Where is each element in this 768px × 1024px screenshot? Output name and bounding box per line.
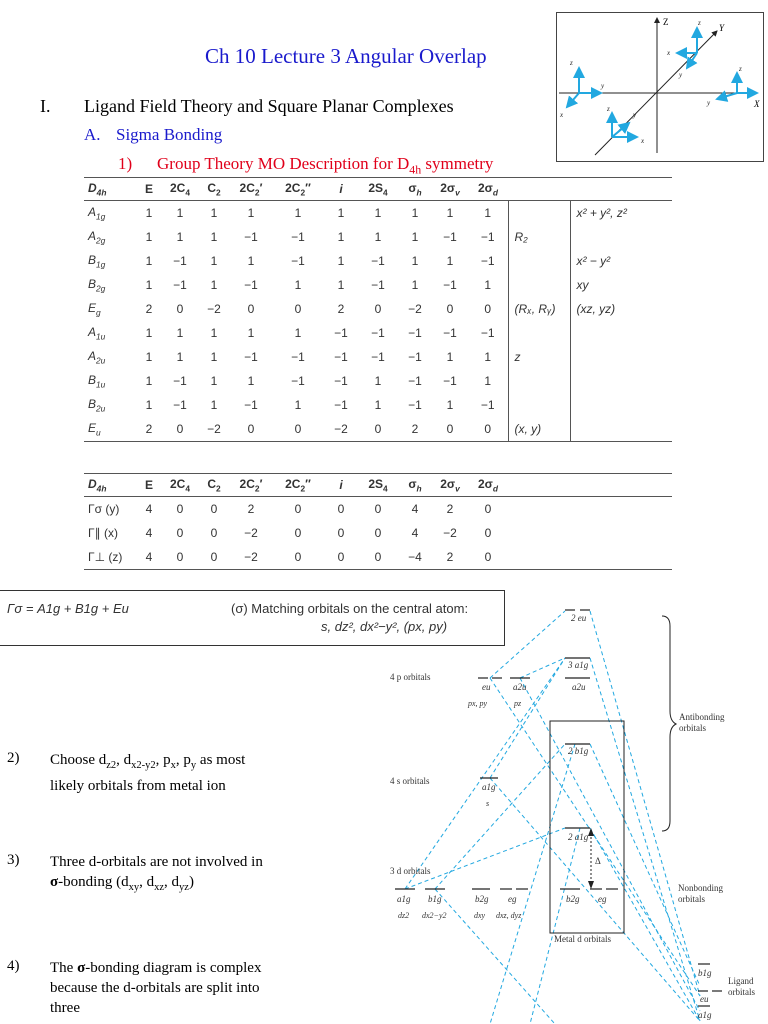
inset-y3: y (707, 99, 711, 107)
table1-row (84, 297, 672, 321)
character-cell: −1 (480, 230, 495, 244)
quadratic-cell (570, 321, 672, 345)
character-cell: 2 (446, 502, 454, 516)
character-cell: 0 (484, 526, 492, 540)
character-cell: 1 (374, 398, 382, 412)
table1-row (84, 417, 672, 442)
label-nonbonding-2: orbitals (678, 894, 705, 904)
inset-y2: y (679, 71, 683, 79)
table2-row (84, 545, 672, 570)
sub-s: s (486, 799, 490, 808)
character-cell: 1 (411, 254, 419, 268)
character-cell: −1 (334, 374, 348, 388)
character-cell: 1 (210, 254, 218, 268)
character-cell: 0 (358, 545, 398, 570)
character-cell: 1 (176, 230, 184, 244)
character-cell: 1 (411, 230, 419, 244)
matching-orbitals-line1: (σ) Matching orbitals on the central atom: (231, 601, 469, 616)
character-cell: 1 (145, 230, 153, 244)
table2-row (84, 497, 672, 522)
outline-1: 1) (118, 154, 133, 173)
character-cell: 1 (484, 278, 492, 292)
character-cell: 1 (145, 350, 153, 364)
label-nonbonding-1: Nonbonding (678, 883, 723, 893)
antibonding-brace (662, 616, 676, 831)
point-2-num: 2) (7, 750, 20, 766)
character-cell: −1 (291, 374, 305, 388)
character-cell: 1 (247, 254, 255, 268)
character-cell: 0 (162, 545, 198, 570)
label-ligand-2: orbitals (728, 987, 755, 997)
quadratic-cell (570, 417, 672, 442)
character-cell: 0 (468, 417, 508, 442)
op-2C2p: $2C_2'$ (230, 178, 272, 201)
character-cell: 1 (145, 326, 153, 340)
character-cell: −1 (244, 230, 258, 244)
level-eu-p: eu (482, 682, 491, 692)
table1-row (84, 393, 672, 417)
point-4-text: The σ-bonding diagram is complex because the d-orbitals are split into three (50, 960, 262, 1016)
character-cell: −1 (244, 350, 258, 364)
character-cell: 4 (411, 526, 419, 540)
character-cell: 0 (337, 502, 345, 516)
character-cell: 0 (247, 302, 255, 316)
character-cell: −1 (334, 326, 348, 340)
character-cell: 1 (247, 374, 255, 388)
irrep-label: $A_{2u}$ (88, 348, 106, 366)
character-cell: 1 (294, 206, 302, 220)
table1-row (84, 201, 672, 226)
character-cell: 0 (162, 417, 198, 442)
mo-energy-diagram (380, 596, 768, 1024)
character-cell: 2 (247, 502, 255, 516)
table1-header (84, 178, 672, 201)
character-cell: 1 (294, 326, 302, 340)
table1-row (84, 249, 672, 273)
character-cell: 4 (145, 526, 153, 540)
page-title: Ch 10 Lecture 3 Angular Overlap (205, 44, 487, 68)
label-4s-orbitals: 4 s orbitals (390, 776, 430, 786)
op-2sigmad: $2\sigma_d$ (468, 178, 508, 201)
quadratic-cell: x² + y², z² (570, 201, 672, 226)
character-cell: −1 (408, 398, 422, 412)
character-cell: 1 (145, 374, 153, 388)
correlation-lines (405, 611, 700, 1024)
op-E: E (136, 178, 162, 201)
level-a2u-ab: a2u (572, 682, 586, 692)
character-cell: −1 (443, 278, 457, 292)
quadratic-cell (570, 345, 672, 369)
character-cell: −1 (408, 350, 422, 364)
character-cell: 0 (337, 526, 345, 540)
character-cell: 1 (484, 206, 492, 220)
table1-row (84, 321, 672, 345)
level-2a1g: 2 a1g (568, 832, 589, 842)
inset-x2: x (667, 49, 671, 57)
character-cell: 1 (294, 398, 302, 412)
irrep-label: $E_u$ (84, 417, 136, 442)
axis-X-label: X (754, 99, 760, 109)
character-cell: 1 (145, 278, 153, 292)
character-cell: 1 (446, 254, 454, 268)
inset-z2: z (698, 19, 701, 27)
quadratic-cell: (xz, yz) (570, 297, 672, 321)
inset-y4: y (633, 111, 637, 119)
quadratic-cell (570, 369, 672, 393)
level-eg-nb: eg (598, 894, 607, 904)
level-a1g-ligand: a1g (698, 1010, 712, 1020)
character-cell: 1 (210, 278, 218, 292)
character-cell: 0 (210, 502, 218, 516)
outline-I (40, 96, 51, 117)
outline-A: A. (84, 125, 101, 144)
character-cell: 1 (247, 326, 255, 340)
label-antibonding-1: Antibonding (679, 712, 725, 722)
linear-rotation-cell (508, 201, 570, 226)
character-cell: −1 (408, 326, 422, 340)
label-metal-d-orbitals: Metal d orbitals (554, 934, 611, 944)
label-ligand-1: Ligand (728, 976, 754, 986)
character-cell: −1 (371, 278, 385, 292)
sub-dxy: dxy (474, 911, 486, 920)
delta-label: Δ (595, 856, 601, 866)
character-cell: 1 (337, 230, 345, 244)
reducible-representation-table (84, 473, 672, 570)
quadratic-cell (570, 225, 672, 249)
level-3a1g: 3 a1g (568, 660, 589, 670)
character-cell: −1 (408, 374, 422, 388)
op-2C2pp: $2C_2''$ (272, 178, 324, 201)
energy-levels (395, 610, 722, 1006)
table1-row (84, 345, 672, 369)
character-cell: 2 (145, 302, 153, 316)
character-cell: −2 (198, 417, 230, 442)
character-cell: 0 (484, 502, 492, 516)
label-4p-orbitals: 4 p orbitals (390, 672, 431, 682)
character-cell: 0 (176, 526, 184, 540)
character-cell: 4 (145, 502, 153, 516)
character-cell: 1 (337, 206, 345, 220)
op-i: i (324, 178, 358, 201)
character-cell: −1 (244, 398, 258, 412)
heading-1: Group Theory MO Description for $D_{4h}$ symmetry (157, 154, 494, 177)
level-b2g-d: b2g (475, 894, 489, 904)
group-symbol: $D_{4h}$ (84, 178, 136, 201)
table2-row (84, 521, 672, 545)
level-2b1g: 2 b1g (568, 746, 589, 756)
character-cell: −1 (371, 254, 385, 268)
heading-A: Sigma Bonding (116, 125, 223, 144)
level-b1g-d: b1g (428, 894, 442, 904)
linear-rotation-cell (508, 249, 570, 273)
linear-rotation-cell (508, 393, 570, 417)
character-cell: 1 (210, 326, 218, 340)
point-2-text: Choose $d_{z2}$, $d_{x2-y2}$, $p_x$, $p_y$ as most likely orbitals from metal ion (50, 752, 246, 794)
character-cell: 0 (358, 417, 398, 442)
op-2sigmav: $2\sigma_v$ (432, 178, 468, 201)
character-cell: 1 (446, 206, 454, 220)
inset-x4: x (641, 137, 645, 145)
level-2eu: 2 eu (571, 613, 587, 623)
linear-rotation-cell: (Rₓ, Rᵧ) (508, 297, 570, 321)
axes-inset (556, 12, 764, 162)
character-cell: 0 (324, 545, 358, 570)
character-cell: 0 (198, 545, 230, 570)
table1-row (84, 273, 672, 297)
outline-num-I: I. (40, 96, 51, 116)
reducible-label: Γ⊥ (z) (84, 545, 136, 570)
quadratic-cell: xy (570, 273, 672, 297)
character-cell: −1 (334, 398, 348, 412)
character-cell: 1 (210, 374, 218, 388)
irrep-label: $B_{1u}$ (88, 372, 106, 390)
character-cell: 0 (294, 502, 302, 516)
character-cell: 1 (176, 350, 184, 364)
irrep-label: $B_{2g}$ (88, 276, 106, 294)
character-cell: 0 (468, 545, 508, 570)
character-cell: −4 (398, 545, 432, 570)
irrep-label: $A_{1g}$ (88, 204, 106, 222)
character-cell: 0 (176, 302, 184, 316)
matching-orbitals-line2: s, dz², dx²−y², (px, py) (321, 619, 448, 634)
character-cell: −1 (173, 254, 187, 268)
sub-px-py: px, py (468, 699, 488, 708)
character-cell: 4 (136, 545, 162, 570)
coordinate-axes-figure (557, 13, 763, 161)
character-cell: 0 (294, 302, 302, 316)
irrep-label: $B_{2u}$ (88, 396, 106, 414)
character-cell: −1 (371, 326, 385, 340)
sub-dx2-y2: dx2−y2 (422, 911, 447, 920)
character-cell: 1 (374, 374, 382, 388)
character-cell: 0 (446, 302, 454, 316)
character-cell: −1 (443, 374, 457, 388)
label-3d-orbitals: 3 d orbitals (390, 866, 431, 876)
irrep-label: $A_{1u}$ (88, 324, 106, 342)
character-cell: 4 (411, 502, 419, 516)
character-cell: 1 (446, 398, 454, 412)
sub-pz: pz (514, 699, 522, 708)
character-cell: 0 (294, 526, 302, 540)
gamma-sigma-equation: Γσ = A1g + B1g + Eu (7, 601, 129, 616)
quadratic-cell: x² − y² (570, 249, 672, 273)
irrep-label: $B_{1g}$ (88, 252, 106, 270)
reducible-label: Γσ (y) (88, 502, 120, 516)
inset-z3: z (739, 65, 742, 73)
table1-body (84, 201, 672, 442)
character-cell: 1 (446, 350, 454, 364)
character-cell: −1 (443, 326, 457, 340)
inset-z4: z (607, 105, 610, 113)
table2-header: $D_{4h}$ E $2C_4$ $C_2$ $2C_2'$ $2C_2''$ i $2S_4$ $\sigma_h$ $2\sigma_v$ $2\sigma_d$ (84, 474, 672, 497)
point-3-text: Three d-orbitals are not involved in σ-bonding ($d_{xy}$, $d_{xz}$, $d_{yz}$) (50, 854, 263, 893)
character-cell: 1 (294, 278, 302, 292)
character-cell: 1 (210, 206, 218, 220)
character-cell: −1 (480, 398, 495, 412)
linear-rotation-cell: (x, y) (508, 417, 570, 442)
sub-dz2: dz2 (398, 911, 410, 920)
level-a1g-d: a1g (397, 894, 411, 904)
op-2S4: $2S_4$ (358, 178, 398, 201)
level-b2g-nb: b2g (566, 894, 580, 904)
character-cell: 1 (210, 398, 218, 412)
character-cell: 0 (374, 526, 382, 540)
inset-z1: z (570, 59, 573, 67)
character-cell: 0 (176, 502, 184, 516)
character-cell: 1 (145, 206, 153, 220)
character-cell: 1 (411, 278, 419, 292)
reducible-label: Γ∥ (x) (88, 526, 118, 540)
point-4-num: 4) (7, 958, 20, 974)
point-3-num: 3) (7, 852, 20, 868)
level-eg-d: eg (508, 894, 517, 904)
character-cell: 1 (145, 398, 153, 412)
character-cell: 1 (247, 206, 255, 220)
character-cell: 2 (432, 545, 468, 570)
level-eu-ligand: eu (700, 994, 709, 1004)
character-cell: 1 (411, 206, 419, 220)
character-cell: −1 (173, 398, 187, 412)
quadratic-cell (570, 393, 672, 417)
character-cell: −2 (230, 545, 272, 570)
table1-row (84, 225, 672, 249)
table2-body (84, 497, 672, 570)
character-cell: 1 (210, 350, 218, 364)
op-C2: $C_2$ (198, 178, 230, 201)
character-cell: 2 (136, 417, 162, 442)
character-cell: 2 (398, 417, 432, 442)
character-cell: 1 (484, 374, 492, 388)
character-cell: 0 (432, 417, 468, 442)
character-table-D4h (84, 177, 672, 442)
character-cell: −1 (443, 230, 457, 244)
character-cell: 1 (374, 206, 382, 220)
character-cell: −2 (244, 526, 258, 540)
label-antibonding-2: orbitals (679, 723, 706, 733)
character-cell: −2 (324, 417, 358, 442)
table1-row (84, 369, 672, 393)
character-cell: −1 (291, 350, 305, 364)
linear-rotation-cell (508, 321, 570, 345)
op-2C4: $2C_4$ (162, 178, 198, 201)
character-cell: 0 (272, 545, 324, 570)
character-cell: −1 (173, 278, 187, 292)
character-cell: −2 (408, 302, 422, 316)
irrep-label: $A_{2g}$ (88, 228, 106, 246)
character-cell: 0 (230, 417, 272, 442)
character-cell: 1 (374, 230, 382, 244)
character-cell: 0 (374, 502, 382, 516)
character-cell: 1 (337, 254, 345, 268)
heading-I: Ligand Field Theory and Square Planar Complexes (84, 96, 454, 116)
level-a1g-s: a1g (482, 782, 496, 792)
character-cell: −1 (334, 350, 348, 364)
character-cell: 0 (210, 526, 218, 540)
linear-rotation-cell (508, 369, 570, 393)
character-cell: −2 (443, 526, 457, 540)
character-cell: 1 (337, 278, 345, 292)
op-sigmah: $\sigma_h$ (398, 178, 432, 201)
linear-rotation-cell: R₂ (508, 225, 570, 249)
character-cell: −1 (291, 230, 305, 244)
inset-y1: y (601, 82, 605, 90)
character-cell: −1 (173, 374, 187, 388)
inset-x1: x (560, 111, 564, 119)
character-cell: 1 (176, 206, 184, 220)
character-cell: −2 (207, 302, 221, 316)
character-cell: 2 (337, 302, 345, 316)
character-cell: 0 (272, 417, 324, 442)
character-cell: 1 (210, 230, 218, 244)
character-cell: 1 (176, 326, 184, 340)
axis-Z-label: Z (663, 17, 669, 27)
character-cell: −1 (371, 350, 385, 364)
sub-dxz-dyz: dxz, dyz (496, 911, 522, 920)
character-cell: −1 (291, 254, 305, 268)
level-b1g-ligand: b1g (698, 968, 712, 978)
level-a2u-p: a2u (513, 682, 527, 692)
character-cell: 1 (145, 254, 153, 268)
linear-rotation-cell (508, 273, 570, 297)
linear-rotation-cell: z (508, 345, 570, 369)
character-cell: −1 (480, 326, 495, 340)
character-cell: −1 (244, 278, 258, 292)
character-cell: 0 (374, 302, 382, 316)
axis-Y-label: Y (719, 23, 725, 33)
character-cell: −1 (480, 254, 495, 268)
character-cell: 1 (484, 350, 492, 364)
character-cell: 0 (484, 302, 492, 316)
irrep-label: $E_g$ (88, 300, 101, 318)
